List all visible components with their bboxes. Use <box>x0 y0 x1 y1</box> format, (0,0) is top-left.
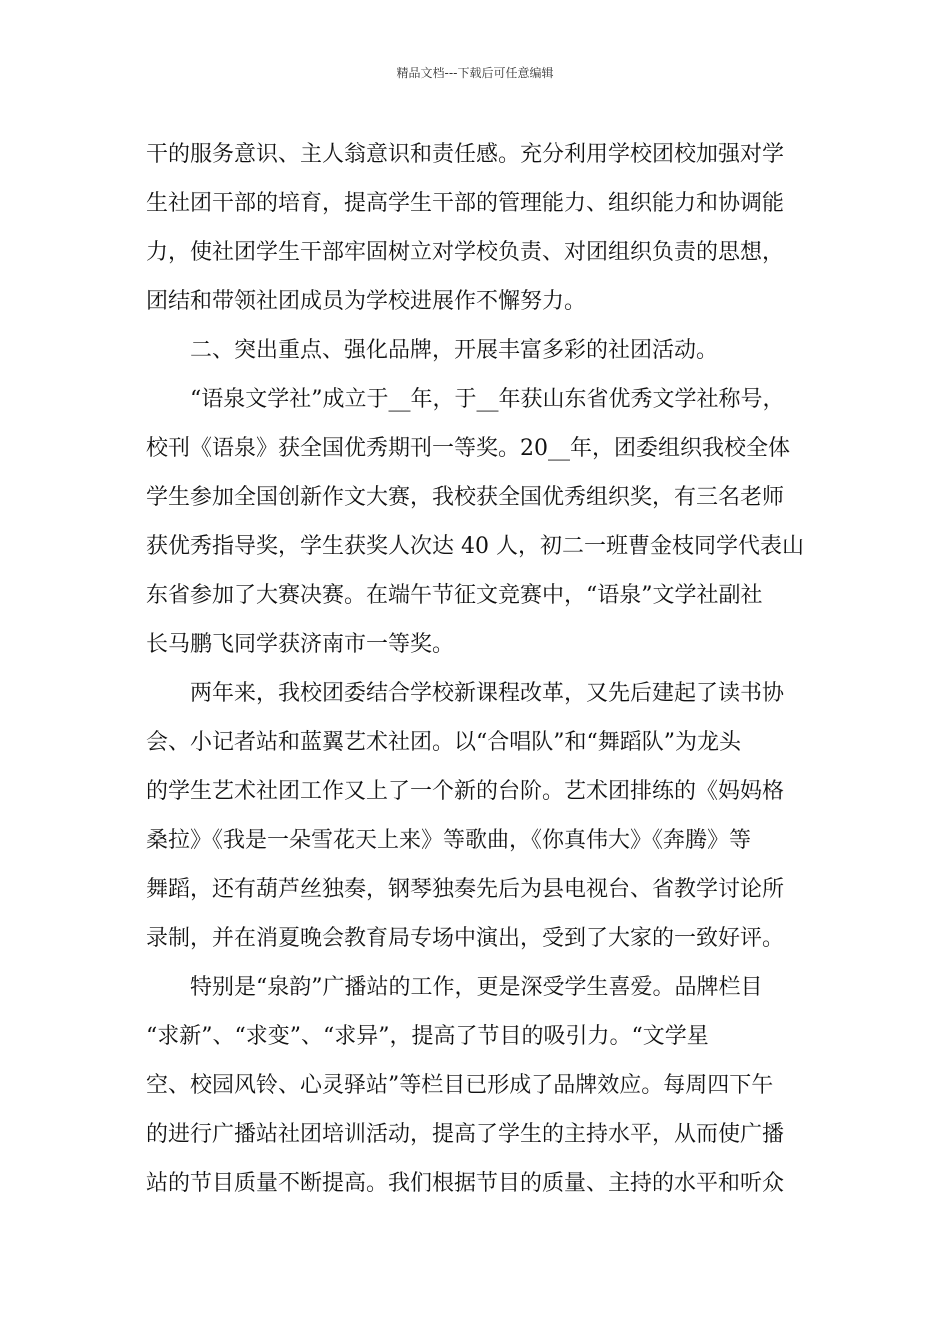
body-text <box>146 130 812 1208</box>
text-line: 空、校园风铃、心灵驿站”等栏目已形成了品牌效应。每周四下午 <box>146 1073 774 1098</box>
text-line: 的进行广播站社团培训活动，提高了学生的主持水平，从而使广播 <box>146 1122 785 1147</box>
text-line: 团结和带领社团成员为学校进展作不懈努力。 <box>146 289 587 314</box>
text-line: 获优秀指导奖，学生获奖人次达 40 人，初二一班曹金枝同学代表山 <box>146 534 804 559</box>
text-line: 舞蹈，还有葫芦丝独奏，钢琴独奏先后为县电视台、省教学讨论所 <box>146 877 785 902</box>
text-line: “求新”、“求变”、“求异”，提高了节目的吸引力。“文学星 <box>146 1024 709 1049</box>
text-line: 东省参加了大赛决赛。在端午节征文竞赛中，“语泉”文学社副社 <box>146 583 763 608</box>
text-line: 特别是“泉韵”广播站的工作，更是深受学生喜爱。品牌栏目 <box>190 975 763 1000</box>
text-line: 录制，并在消夏晚会教育局专场中演出，受到了大家的一致好评。 <box>146 926 785 951</box>
text-line: 会、小记者站和蓝翼艺术社团。以“合唱队”和“舞蹈队”为龙头 <box>146 730 741 755</box>
text-line: 干的服务意识、主人翁意识和责任感。充分利用学校团校加强对学 <box>146 142 785 167</box>
text-line: “语泉文学社”成立于__年，于__年获山东省优秀文学社称号， <box>190 387 785 412</box>
text-line: 力，使社团学生干部牢固树立对学校负责、对团组织负责的思想， <box>146 240 785 265</box>
text-line: 校刊《语泉》获全国优秀期刊一等奖。20__年，团委组织我校全体 <box>146 436 790 461</box>
text-line: 站的节目质量不断提高。我们根据节目的质量、主持的水平和听众 <box>146 1171 785 1196</box>
text-line: 学生参加全国创新作文大赛，我校获全国优秀组织奖，有三名老师 <box>146 485 785 510</box>
text-line: 两年来，我校团委结合学校新课程改革，又先后建起了读书协 <box>190 681 785 706</box>
section-heading: 二、突出重点、强化品牌，开展丰富多彩的社团活动。 <box>190 338 719 363</box>
text-line: 桑拉》《我是一朵雪花天上来》等歌曲，《你真伟大》《奔腾》等 <box>146 828 752 853</box>
page-header: 精品文档---下载后可任意编辑 <box>396 66 554 80</box>
text-line: 的学生艺术社团工作又上了一个新的台阶。艺术团排练的《妈妈格 <box>146 779 785 804</box>
text-line: 长马鹏飞同学获济南市一等奖。 <box>146 632 455 657</box>
text-line: 生社团干部的培育，提高学生干部的管理能力、组织能力和协调能 <box>146 191 785 216</box>
